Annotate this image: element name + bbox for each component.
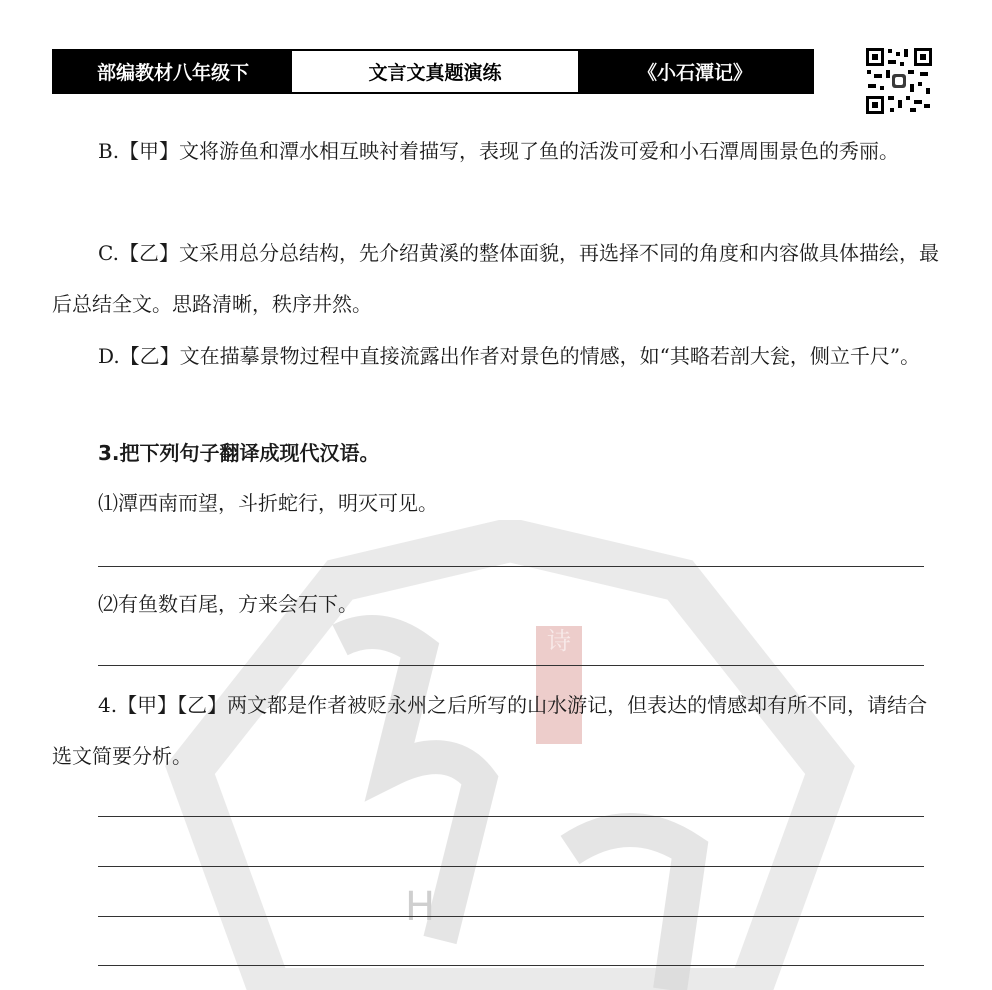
answer-line[interactable]	[98, 866, 924, 867]
qr-code-icon	[864, 46, 934, 116]
answer-line[interactable]	[98, 965, 924, 966]
option-b-text: B.【甲】文将游鱼和潭水相互映衬着描写，表现了鱼的活泼可爱和小石潭周围景色的秀丽。	[98, 139, 900, 163]
header-topic-label: 文言文真题演练	[292, 51, 578, 92]
watermark-letter: H	[405, 884, 436, 930]
answer-line[interactable]	[98, 816, 924, 817]
answer-line[interactable]	[98, 665, 924, 666]
header-grade-label: 部编教材八年级下	[54, 51, 292, 92]
answer-line[interactable]	[98, 916, 924, 917]
header-title-label: 《小石潭记》	[578, 51, 812, 92]
question-3-item-1: ⑴潭西南而望，斗折蛇行，明灭可见。	[98, 491, 438, 515]
question-4-text: 4.【甲】【乙】两文都是作者被贬永州之后所写的山水游记，但表达的情感却有所不同，请结合选文简要分析。	[52, 693, 928, 768]
option-c-text: C.【乙】文采用总分总结构，先介绍黄溪的整体面貌，再选择不同的角度和内容做具体描绘，最后总结全文。思路清晰，秩序井然。	[52, 241, 939, 316]
question-3-item-2: ⑵有鱼数百尾，方来会石下。	[98, 592, 358, 616]
question-3-title: 3.把下列句子翻译成现代汉语。	[98, 441, 380, 465]
answer-line[interactable]	[98, 566, 924, 567]
option-d-text: D.【乙】文在描摹景物过程中直接流露出作者对景色的情感，如“其略若剖大瓮，侧立千尺”。	[98, 344, 921, 368]
header-bar	[52, 49, 814, 94]
seal-text: 诗	[547, 627, 571, 655]
